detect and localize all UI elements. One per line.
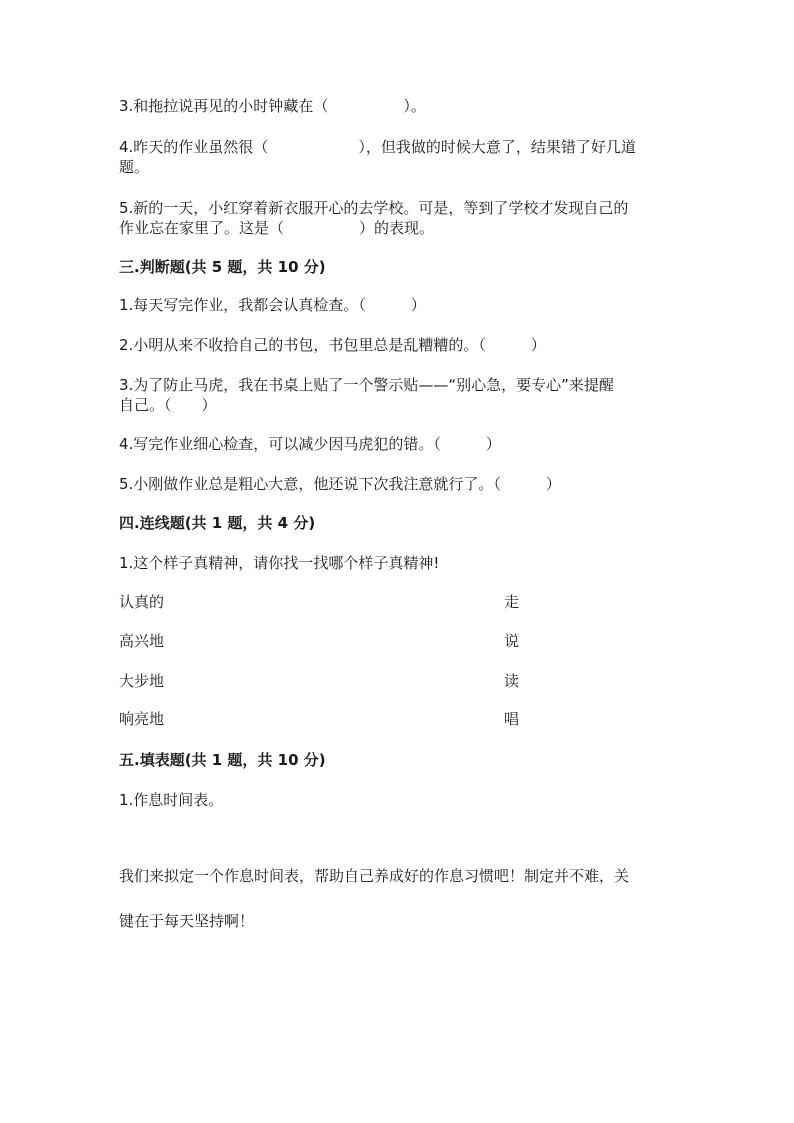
judge-q5: 5.小刚做作业总是粗心大意，他还说下次我注意就行了。（ ）: [119, 475, 561, 493]
section-heading-matching: 四.连线题(共 1 题，共 4 分): [119, 514, 316, 532]
matching-right-item: 唱: [504, 710, 520, 728]
judge-q4: 4.写完作业细心检查，可以减少因马虎犯的错。（ ）: [119, 435, 501, 453]
matching-left-item: 大步地: [119, 672, 165, 690]
table-question: 1.作息时间表。: [119, 791, 224, 809]
judge-q3-line2: 自己。（ ）: [119, 396, 217, 414]
matching-right-item: 说: [504, 632, 520, 650]
table-paragraph-line2: 键在于每天坚持啊！: [119, 912, 255, 930]
judge-q2: 2.小明从来不收拾自己的书包，书包里总是乱糟糟的。（ ）: [119, 336, 546, 354]
judge-q1: 1.每天写完作业，我都会认真检查。（ ）: [119, 296, 426, 314]
fill-blank-q4-line1: 4.昨天的作业虽然很（ ），但我做的时候大意了，结果错了好几道: [119, 138, 636, 156]
section-heading-judge: 三.判断题(共 5 题，共 10 分): [119, 258, 326, 276]
matching-question: 1.这个样子真精神，请你找一找哪个样子真精神!: [119, 554, 440, 572]
fill-blank-q4-line2: 题。: [119, 158, 150, 176]
fill-blank-q5-line2: 作业忘在家里了。这是（ ）的表现。: [119, 219, 435, 237]
fill-blank-q5-line1: 5.新的一天，小红穿着新衣服开心的去学校。可是，等到了学校才发现自己的: [119, 199, 629, 217]
matching-right-item: 读: [504, 672, 520, 690]
matching-left-item: 响亮地: [119, 710, 165, 728]
fill-blank-q3: 3.和拖拉说再见的小时钟藏在（ ）。: [119, 97, 426, 115]
judge-q3-line1: 3.为了防止马虎，我在书桌上贴了一个警示贴——“别心急，要专心”来提醒: [119, 376, 614, 394]
matching-right-item: 走: [504, 593, 520, 611]
section-heading-table: 五.填表题(共 1 题，共 10 分): [119, 751, 326, 769]
table-paragraph-line1: 我们来拟定一个作息时间表，帮助自己养成好的作息习惯吧！制定并不难，关: [119, 867, 630, 885]
matching-left-item: 高兴地: [119, 632, 165, 650]
matching-left-item: 认真的: [119, 593, 165, 611]
